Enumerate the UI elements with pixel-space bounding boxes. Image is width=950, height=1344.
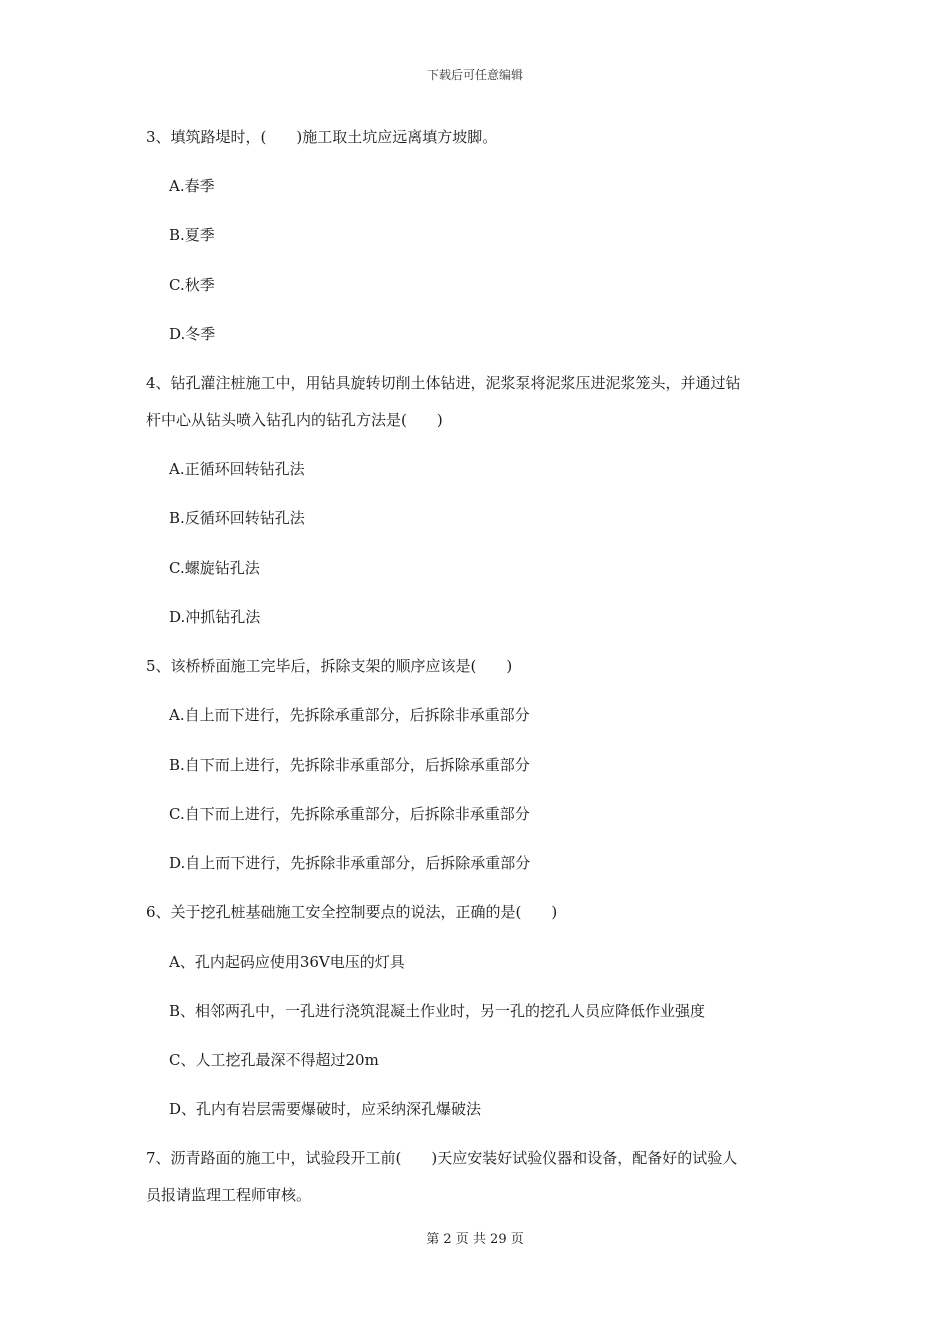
question-5-line-1: 5、该桥桥面施工完毕后，拆除支架的顺序应该是( ) [146, 657, 513, 675]
question-6-option-d: D、孔内有岩层需要爆破时，应采纳深孔爆破法 [169, 1100, 482, 1118]
question-4-option-b: B.反循环回转钻孔法 [169, 509, 305, 527]
question-6-line-1: 6、关于挖孔桩基础施工安全控制要点的说法，正确的是( ) [146, 903, 558, 921]
question-3-option-c: C.秋季 [169, 276, 215, 294]
question-4-option-c: C.螺旋钻孔法 [169, 559, 260, 577]
question-7-line-1: 7、沥青路面的施工中，试验段开工前( )天应安装好试验仪器和设备，配备好的试验人 [146, 1149, 738, 1167]
question-5-option-a: A.自上而下进行，先拆除承重部分，后拆除非承重部分 [169, 706, 530, 724]
question-3-option-d: D.冬季 [169, 325, 216, 343]
question-3-option-b: B.夏季 [169, 226, 215, 244]
page-footer: 第 2 页 共 29 页 [426, 1232, 524, 1247]
question-6-option-c: C、人工挖孔最深不得超过20m [169, 1051, 379, 1069]
question-4-line-2: 杆中心从钻头喷入钻孔内的钻孔方法是( ) [146, 411, 443, 429]
question-3-line-1: 3、填筑路堤时，( )施工取土坑应远离填方坡脚。 [146, 128, 498, 146]
question-5-option-b: B.自下而上进行，先拆除非承重部分，后拆除承重部分 [169, 756, 530, 774]
question-3-option-a: A.春季 [169, 177, 215, 195]
question-6-option-b: B、相邻两孔中，一孔进行浇筑混凝土作业时，另一孔的挖孔人员应降低作业强度 [169, 1002, 706, 1020]
question-5-option-d: D.自上而下进行，先拆除非承重部分，后拆除承重部分 [169, 854, 531, 872]
page-header: 下载后可任意编辑 [426, 68, 523, 82]
question-7-line-2: 员报请监理工程师审核。 [146, 1186, 312, 1204]
question-5-option-c: C.自下而上进行，先拆除承重部分，后拆除非承重部分 [169, 805, 530, 823]
question-6-option-a: A、孔内起码应使用36V电压的灯具 [169, 953, 405, 971]
question-4-option-a: A.正循环回转钻孔法 [169, 460, 305, 478]
question-4-line-1: 4、钻孔灌注桩施工中，用钻具旋转切削土体钻进，泥浆泵将泥浆压进泥浆笼头，并通过钻 [146, 374, 741, 392]
question-4-option-d: D.冲抓钻孔法 [169, 608, 261, 626]
